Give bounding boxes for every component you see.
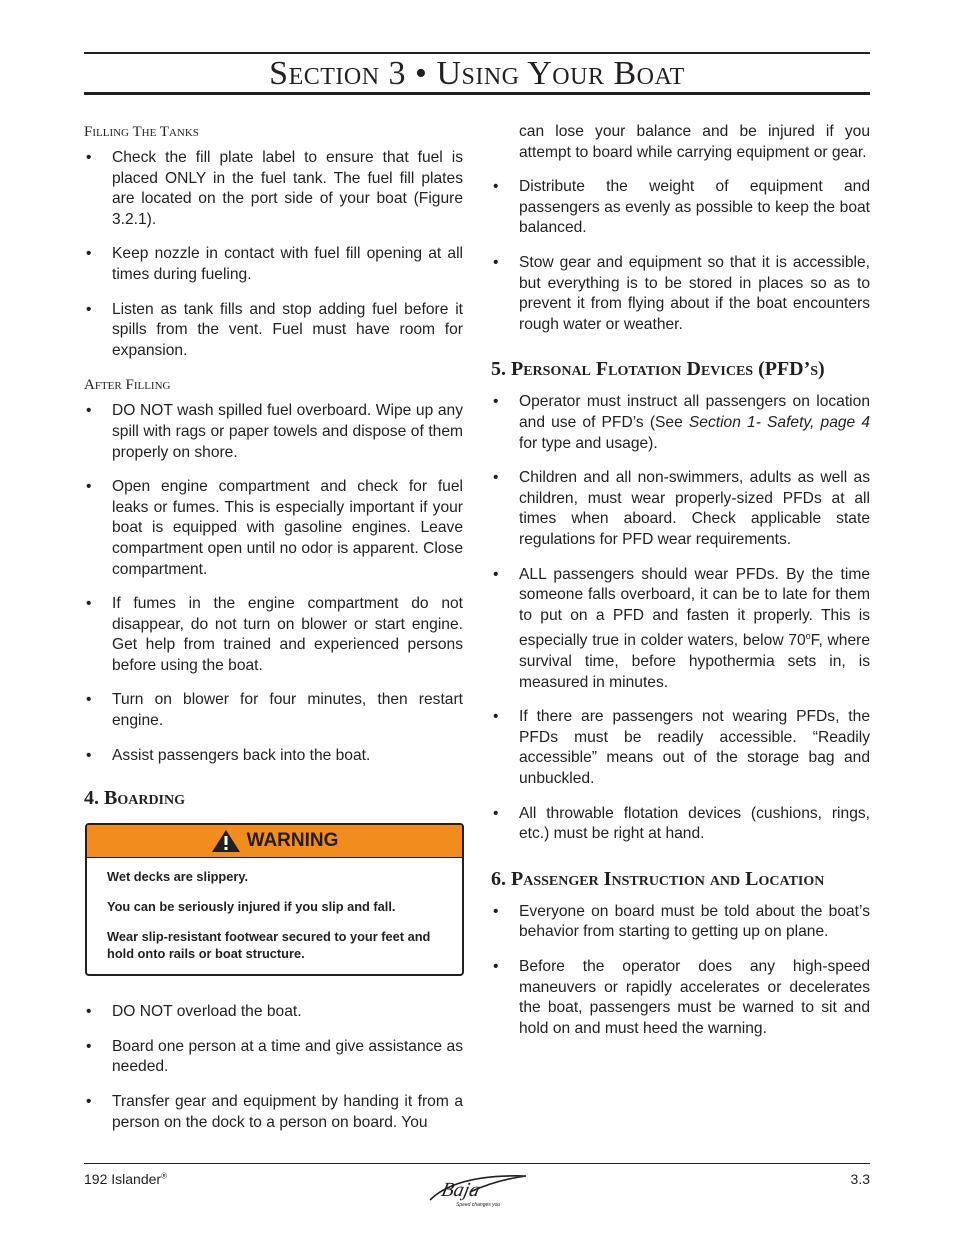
list-item: • DO NOT wash spilled fuel overboard. Wipe up any spill with rags or paper towels and dispose of them properly on shore. bbox=[84, 401, 463, 463]
footer-model bbox=[84, 1171, 167, 1187]
list-item: • Keep nozzle in contact with fuel fill opening at all times during fueling. bbox=[84, 244, 463, 285]
title-underline bbox=[84, 92, 870, 95]
model-name: 192 Islander bbox=[84, 1171, 162, 1187]
pfd-text: Operator must instruct all passengers on location and use of PFD’s (See bbox=[519, 393, 870, 431]
warning-line: Wet decks are slippery. bbox=[107, 869, 249, 885]
logo-tagline: Speed changes you bbox=[456, 1202, 501, 1208]
pfd-text: for type and usage). bbox=[519, 434, 658, 452]
pfd-list bbox=[491, 392, 870, 844]
list-item: • Before the operator does any high-speed maneuvers or rapidly accelerates or decelerates the boat, passengers must be warned to sit and hold on and must heed the warning. bbox=[491, 957, 870, 1039]
list-item: • Children and all non-swimmers, adults as well as children, must wear properly-sized PFDs at all times when aboard. Check applicable state regulations for PFD wear requirements. bbox=[491, 468, 870, 550]
boarding-list-continued bbox=[491, 177, 870, 335]
filling-tanks-heading: Filling The Tanks bbox=[84, 124, 199, 140]
list-item: • All throwable flotation devices (cushions, rings, etc.) must be right at hand. bbox=[491, 804, 870, 845]
list-item: • DO NOT overload the boat. bbox=[84, 1002, 463, 1023]
warning-line: You can be seriously injured if you slip and fall. bbox=[107, 899, 396, 915]
safety-reference: Section 1- Safety, page 4 bbox=[688, 413, 871, 431]
list-item: • If there are passengers not wearing PFDs, the PFDs must be readily accessible. “Readily accessible” means out of the storage bag and unbuckled. bbox=[491, 707, 870, 789]
list-item: • Distribute the weight of equipment and passengers as evenly as possible to keep the boat balanced. bbox=[491, 177, 870, 239]
pfd-heading: 5. Personal Flotation Devices (PFD’s) bbox=[491, 358, 825, 381]
degree-mark: o bbox=[805, 631, 811, 642]
warning-triangle-icon bbox=[211, 829, 241, 853]
logo-wordmark: Baja bbox=[439, 1179, 482, 1201]
list-item bbox=[491, 392, 870, 454]
instruction-list bbox=[491, 902, 870, 1040]
list-item: • Transfer gear and equipment by handing it from a person on the dock to a person on board. You bbox=[84, 1092, 463, 1133]
warning-line: Wear slip-resistant footwear secured to your feet and hold onto rails or boat structure. bbox=[107, 929, 431, 962]
page-title: Section 3 • Using Your Boat bbox=[269, 55, 685, 92]
list-item: • Turn on blower for four minutes, then restart engine. bbox=[84, 690, 463, 731]
right-column bbox=[491, 122, 870, 1053]
boarding-heading: 4. Boarding bbox=[84, 787, 186, 810]
after-filling-list bbox=[84, 401, 463, 766]
list-item: • Check the fill plate label to ensure that fuel is placed ONLY in the fuel tank. The fuel fill plates are located on the port side of your boat (Figure 3.2.1). bbox=[84, 148, 463, 230]
list-item: • Listen as tank fills and stop adding fuel before it spills from the vent. Fuel must have room for expansion. bbox=[84, 300, 463, 362]
after-filling-heading: After Filling bbox=[84, 377, 171, 394]
left-column bbox=[84, 122, 463, 1147]
list-item: • If fumes in the engine compartment do not disappear, do not turn on blower or start engine. Get help from trained and experienced persons before using the boat. bbox=[84, 594, 463, 676]
list-item: • Open engine compartment and check for fuel leaks or fumes. This is especially important if your boat is equipped with gasoline engines. Leave compartment open until no odor is apparent. Close compartment. bbox=[84, 477, 463, 580]
pfd-text: F, where survival time, before hypothermia sets in, is measured in minutes. bbox=[519, 632, 870, 691]
page-number: 3.3 bbox=[850, 1171, 870, 1187]
filling-tanks-list bbox=[84, 148, 463, 361]
warning-body bbox=[87, 858, 462, 974]
warning-label: WARNING bbox=[246, 830, 339, 852]
list-item: • Everyone on board must be told about the boat’s behavior from starting to getting up on plane. bbox=[491, 902, 870, 943]
warning-header bbox=[87, 825, 462, 858]
list-item: • Stow gear and equipment so that it is accessible, but everything is to be stored in places so as to prevent it from flying about if the boat encounters rough water or weather. bbox=[491, 253, 870, 335]
footer-rule bbox=[84, 1163, 870, 1164]
continued-text: can lose your balance and be injured if you attempt to board while carrying equipment or gear. bbox=[519, 123, 870, 161]
baja-logo bbox=[426, 1170, 534, 1210]
list-item bbox=[491, 565, 870, 694]
registered-mark: ® bbox=[161, 1171, 167, 1181]
passenger-instruction-heading: 6. Passenger Instruction and Location bbox=[491, 867, 825, 890]
pfd-text: ALL passengers should wear PFDs. By the time someone falls overboard, it can be to late for them to put on a PFD and fasten it properly. This is especially true in colder waters, below 70 bbox=[519, 565, 870, 650]
list-item: • Board one person at a time and give assistance as needed. bbox=[84, 1037, 463, 1078]
warning-box bbox=[85, 823, 464, 976]
list-item: • Assist passengers back into the boat. bbox=[84, 746, 463, 767]
boarding-list bbox=[84, 1002, 463, 1133]
